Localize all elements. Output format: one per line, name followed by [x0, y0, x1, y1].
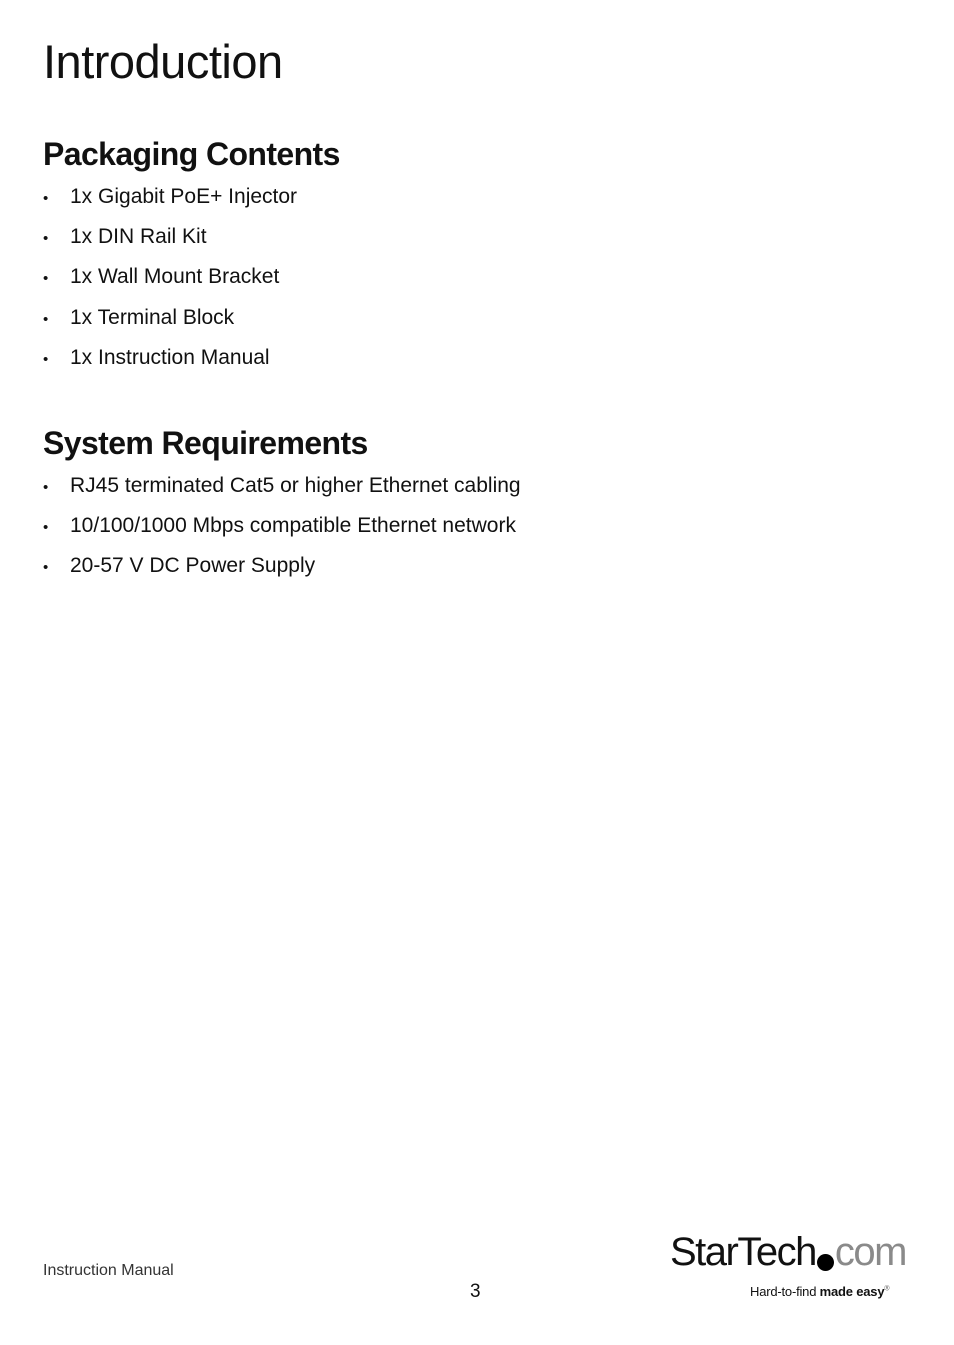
list-item	[43, 513, 521, 553]
list-item	[43, 345, 297, 385]
list-item	[43, 264, 297, 304]
list-item-text: 20-57 V DC Power Supply	[70, 554, 316, 578]
list-item	[43, 224, 297, 264]
logo-tagline-regular: Hard-to-find	[750, 1284, 820, 1299]
list-item-text: 1x Gigabit PoE+ Injector	[70, 185, 298, 208]
bullet-icon: •	[43, 310, 49, 328]
list-item-text: 1x DIN Rail Kit	[70, 225, 207, 249]
packaging-contents-list	[43, 184, 297, 385]
bullet-icon: •	[43, 479, 49, 496]
footer-document-label: Instruction Manual	[43, 1262, 174, 1279]
list-item-text: 1x Instruction Manual	[70, 345, 270, 369]
bullet-icon: •	[43, 519, 49, 537]
logo-brand: StarTech	[670, 1230, 816, 1274]
logo-tagline-bold: made easy	[819, 1284, 885, 1299]
list-item-text: 1x Wall Mount Bracket	[70, 265, 280, 289]
registered-mark: ®	[884, 1285, 890, 1293]
bullet-icon: •	[43, 230, 49, 248]
logo-wordmark	[670, 1232, 906, 1272]
page-title: Introduction	[43, 35, 283, 88]
list-item-text: 1x Terminal Block	[70, 305, 235, 329]
logo-tagline	[750, 1284, 889, 1299]
section-heading-packaging-contents: Packaging Contents	[43, 136, 340, 172]
bullet-icon: •	[43, 270, 49, 288]
list-item-text: RJ45 terminated Cat5 or higher Ethernet cabling	[70, 474, 521, 497]
list-item	[43, 553, 521, 593]
section-heading-system-requirements: System Requirements	[43, 425, 368, 461]
logo-dot-icon	[817, 1254, 834, 1271]
list-item	[43, 184, 297, 224]
page-number: 3	[470, 1281, 481, 1302]
list-item-text: 10/100/1000 Mbps compatible Ethernet network	[70, 514, 516, 538]
list-item	[43, 473, 521, 513]
bullet-icon: •	[43, 190, 49, 207]
bullet-icon: •	[43, 559, 49, 577]
startech-logo	[670, 1232, 915, 1304]
list-item	[43, 305, 297, 345]
logo-suffix: com	[834, 1230, 906, 1274]
system-requirements-list	[43, 473, 521, 594]
bullet-icon: •	[43, 350, 49, 368]
